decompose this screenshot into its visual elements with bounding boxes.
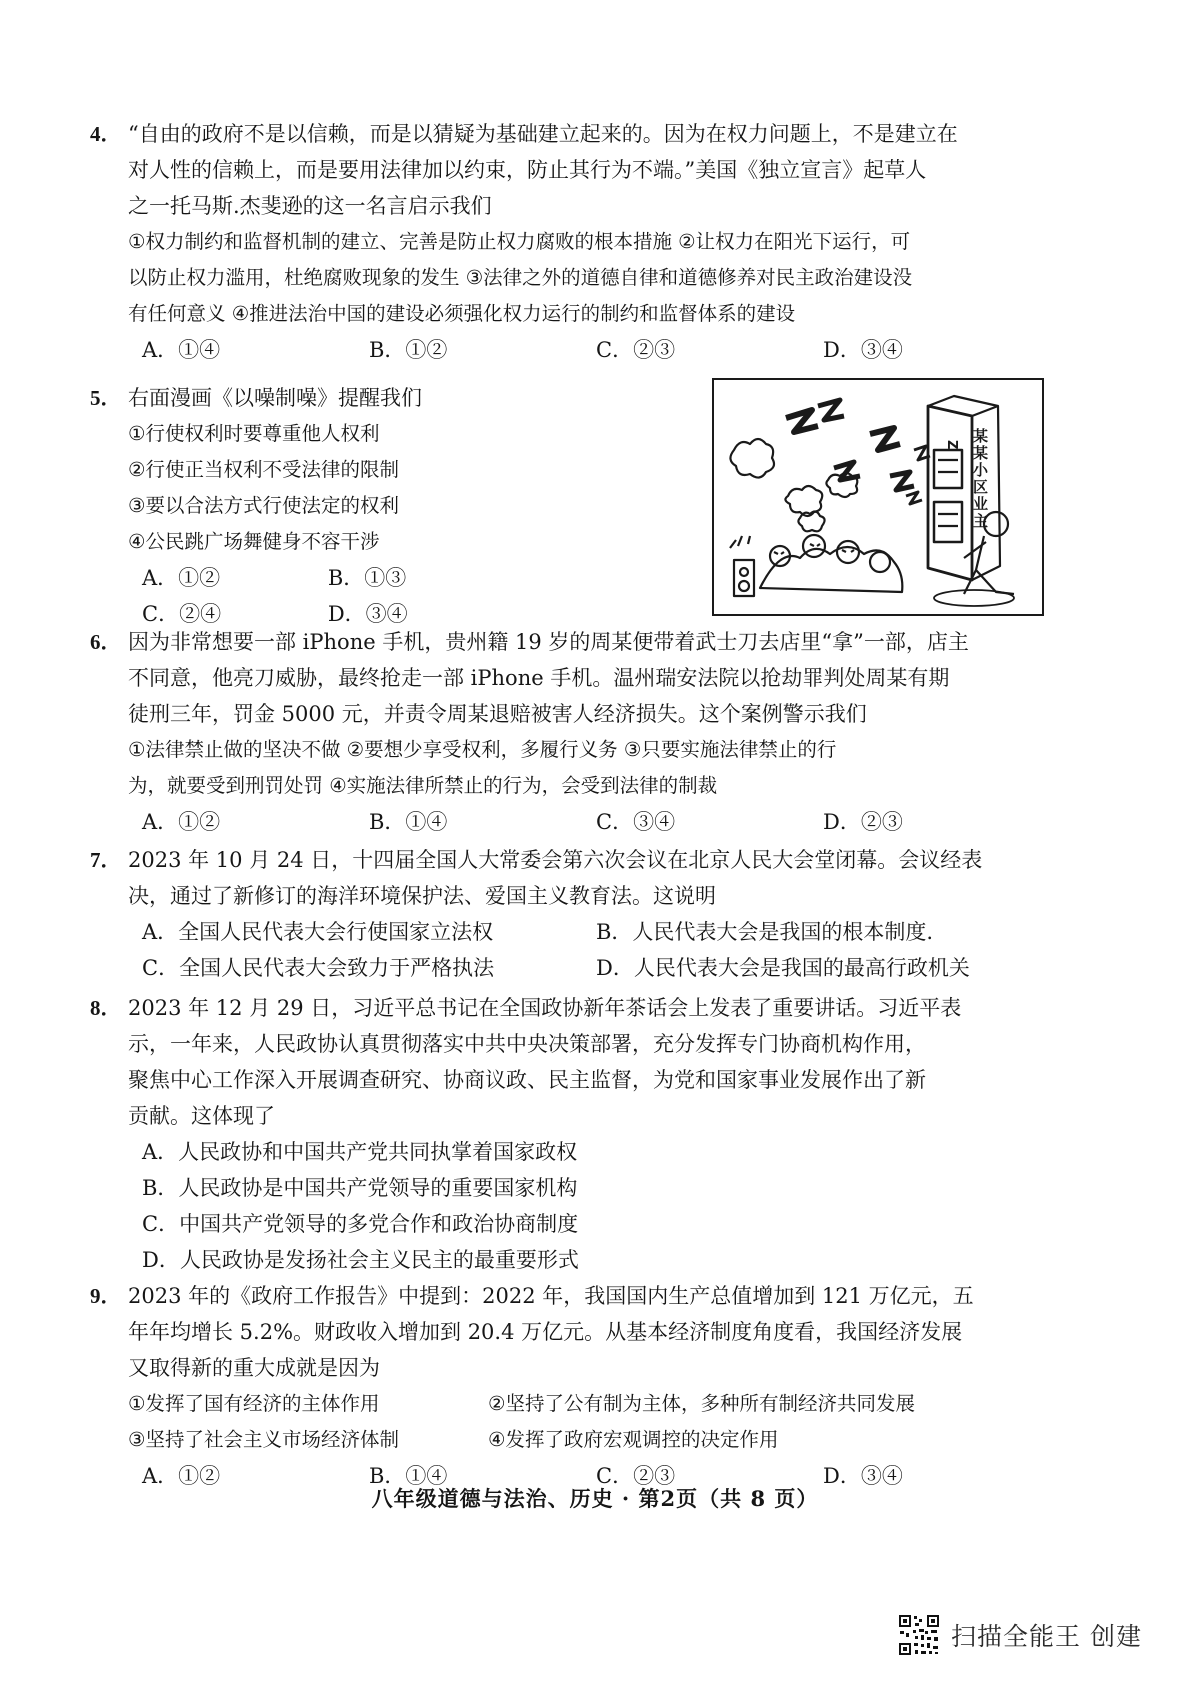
question-8	[90, 990, 1050, 1278]
question-number: 8．	[90, 996, 122, 1020]
answer-options	[90, 804, 1050, 840]
question-stem-line: 又取得新的重大成就是因为	[128, 1356, 380, 1380]
option-c[interactable]: C．②③	[596, 1464, 676, 1488]
option-c[interactable]: C．全国人民代表大会致力于严格执法	[142, 956, 495, 980]
cartoon-illustration	[712, 378, 1044, 616]
statement-item: ③坚持了社会主义市场经济体制	[128, 1428, 399, 1451]
statement-line: ③要以合法方式行使法定的权利	[128, 494, 399, 517]
statement-line: ①权力制约和监督机制的建立、完善是防止权力腐败的根本措施 ②让权力在阳光下运行，可	[128, 230, 911, 253]
question-stem-line: 不同意，他亮刀威胁，最终抢走一部 iPhone 手机。温州瑞安法院以抢劫罪判处周某有期	[128, 666, 950, 690]
question-stem-line: 2023 年的《政府工作报告》中提到：2022 年，我国国内生产总值增加到 121 万亿元，五	[128, 1284, 974, 1308]
answer-options	[90, 560, 690, 596]
option-a[interactable]: A．①②	[142, 566, 221, 590]
question-stem-line: 贡献。这体现了	[128, 1104, 275, 1128]
question-stem-line: 右面漫画《以噪制噪》提醒我们	[128, 386, 422, 410]
question-stem-line: 对人性的信赖上，而是要用法律加以约束，防止其行为不端。”美国《独立宣言》起草人	[128, 158, 927, 182]
option-d[interactable]: D．③④	[823, 338, 903, 362]
statement-line: 为，就要受到刑罚处罚 ④实施法律所禁止的行为，会受到法律的制裁	[128, 774, 718, 797]
statement-item: ②坚持了公有制为主体，多种所有制经济共同发展	[488, 1392, 915, 1415]
answer-options	[90, 332, 1050, 368]
page-footer: 八年级道德与法治、历史 · 第2页（共 8 页）	[371, 1486, 819, 1511]
option-b[interactable]: B．①②	[369, 338, 448, 362]
option-a[interactable]: A．①②	[142, 1464, 221, 1488]
watermark-text: 扫描全能王 创建	[951, 1622, 1142, 1651]
option-a[interactable]: A．①②	[142, 810, 221, 834]
answer-options	[90, 914, 1050, 950]
question-stem-line: “自由的政府不是以信赖，而是以猜疑为基础建立起来的。因为在权力问题上，不是建立在	[128, 122, 958, 146]
qr-code-icon	[897, 1613, 941, 1657]
tower-label-text: 某某小区业主	[971, 428, 989, 530]
option-a[interactable]: A．全国人民代表大会行使国家立法权	[142, 920, 494, 944]
option-d[interactable]: D．③④	[823, 1464, 903, 1488]
option-d[interactable]: D．人民代表大会是我国的最高行政机关	[596, 956, 970, 980]
option-c[interactable]: C．中国共产党领导的多党合作和政治协商制度	[142, 1212, 579, 1236]
option-d[interactable]: D．②③	[823, 810, 903, 834]
statement-line: ②行使正当权利不受法律的限制	[128, 458, 399, 481]
question-number: 9．	[90, 1284, 122, 1308]
option-b[interactable]: B．人民政协是中国共产党领导的重要国家机构	[142, 1176, 578, 1200]
statement-row	[90, 1386, 1050, 1422]
cartoon-drawing	[714, 380, 1042, 614]
option-b[interactable]: B．①④	[369, 810, 448, 834]
question-7	[90, 842, 1050, 986]
scanner-watermark	[897, 1613, 1142, 1657]
option-b[interactable]: B．①④	[369, 1464, 448, 1488]
question-5	[90, 380, 690, 632]
question-number: 6．	[90, 630, 122, 654]
statement-row	[90, 1422, 1050, 1458]
option-b[interactable]: B．人民代表大会是我国的根本制度.	[596, 920, 934, 944]
option-b[interactable]: B．①③	[327, 566, 407, 590]
option-c[interactable]: C．②③	[596, 338, 676, 362]
question-stem-line: 聚焦中心工作深入开展调查研究、协商议政、民主监督，为党和国家事业发展作出了新	[128, 1068, 926, 1092]
statement-item: ①发挥了国有经济的主体作用	[128, 1392, 380, 1415]
question-stem-line: 年年均增长 5.2%。财政收入增加到 20.4 万亿元。从基本经济制度角度看，我国经济发展	[128, 1320, 963, 1344]
option-a[interactable]: A．人民政协和中国共产党共同执掌着国家政权	[142, 1140, 578, 1164]
question-stem-line: 决，通过了新修订的海洋环境保护法、爱国主义教育法。这说明	[128, 884, 716, 908]
question-stem-line: 因为非常想要一部 iPhone 手机，贵州籍 19 岁的周某便带着武士刀去店里“拿”一部，店主	[128, 630, 969, 654]
question-stem-line: 2023 年 10 月 24 日，十四届全国人大常委会第六次会议在北京人民大会堂闭幕。会议经表	[128, 848, 983, 872]
option-c[interactable]: C．②④	[142, 602, 222, 626]
option-d[interactable]: D．③④	[327, 602, 408, 626]
question-number: 4．	[90, 122, 122, 146]
statement-item: ④发挥了政府宏观调控的决定作用	[488, 1428, 779, 1451]
question-number: 7．	[90, 848, 122, 872]
option-d[interactable]: D．人民政协是发扬社会主义民主的最重要形式	[142, 1248, 579, 1272]
statement-line: ①法律禁止做的坚决不做 ②要想少享受权利，多履行义务 ③只要实施法律禁止的行	[128, 738, 837, 761]
question-stem-line: 示，一年来，人民政协认真贯彻落实中共中央决策部署，充分发挥专门协商机构作用，	[128, 1032, 926, 1056]
statement-line: 有任何意义 ④推进法治中国的建设必须强化权力运行的制约和监督体系的建设	[128, 302, 796, 325]
question-stem-line: 2023 年 12 月 29 日，习近平总书记在全国政协新年茶话会上发表了重要讲话。习近平表	[128, 996, 962, 1020]
question-6	[90, 624, 1050, 840]
question-stem-line: 之一托马斯.杰斐逊的这一名言启示我们	[128, 194, 492, 218]
answer-options	[90, 950, 1050, 986]
question-4	[90, 116, 1050, 368]
statement-line: ①行使权利时要尊重他人权利	[128, 422, 380, 445]
statement-line: ④公民跳广场舞健身不容干涉	[128, 530, 380, 553]
statement-line: 以防止权力滥用，杜绝腐败现象的发生 ③法律之外的道德自律和道德修养对民主政治建设没	[128, 266, 913, 289]
question-9	[90, 1278, 1050, 1494]
option-c[interactable]: C．③④	[596, 810, 676, 834]
question-stem-line: 徒刑三年，罚金 5000 元，并责令周某退赔被害人经济损失。这个案例警示我们	[128, 702, 867, 726]
tower-brand-text: Z	[944, 440, 959, 450]
option-a[interactable]: A．①④	[142, 338, 221, 362]
answer-options	[90, 1134, 1050, 1278]
question-number: 5．	[90, 386, 122, 410]
